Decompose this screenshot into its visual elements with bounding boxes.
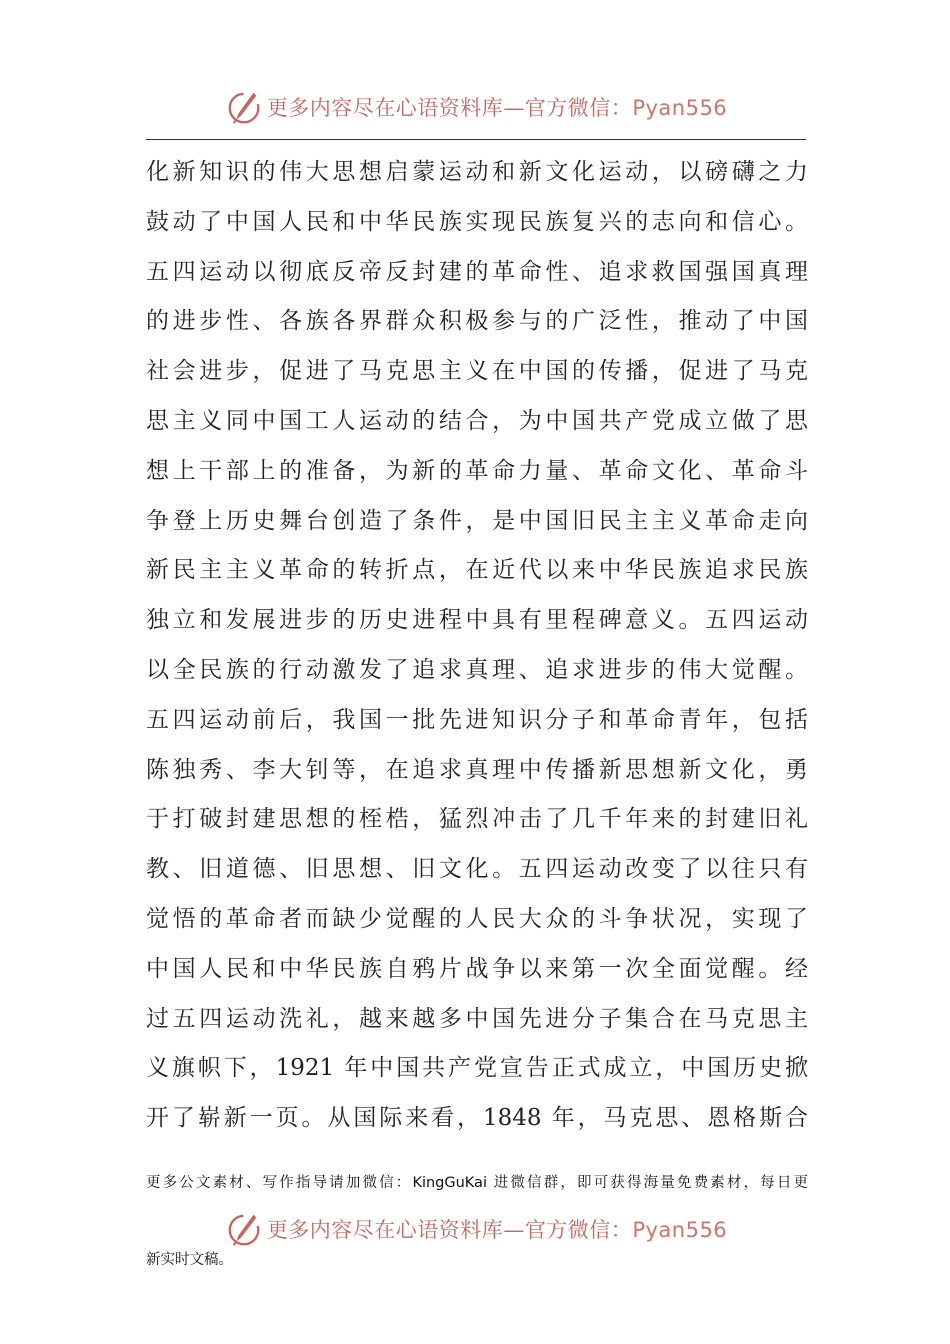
body-line: 过五四运动洗礼，越来越多中国先进分子集合在马克思主 — [146, 1005, 808, 1032]
footer-watermark-text — [267, 1214, 727, 1244]
document-body — [146, 148, 808, 1144]
body-line: 觉悟的革命者而缺少觉醒的人民大众的斗争状况，实现了 — [146, 905, 808, 932]
body-line: 陈独秀、李大钊等，在追求真理中传播新思想新文化，勇 — [146, 756, 808, 783]
footer-watermark — [146, 1206, 806, 1252]
header-account: Pyan556 — [632, 96, 728, 120]
body-line: 开了崭新一页。从国际来看，1848 年，马克思、恩格斯合 — [146, 1105, 808, 1132]
body-line: 于打破封建思想的桎梏，猛烈冲击了几千年来的封建旧礼 — [146, 806, 808, 833]
footer-brand: 更多内容尽在心语资料库 — [266, 1218, 504, 1242]
body-line: 中国人民和中华民族自鸦片战争以来第一次全面觉醒。经 — [146, 955, 808, 982]
body-line: 新民主主义革命的转折点，在近代以来中华民族追求民族 — [146, 557, 808, 584]
footer-separator: — — [503, 1218, 525, 1242]
header-divider — [146, 139, 806, 140]
header-text — [267, 92, 727, 122]
footer-account: Pyan556 — [632, 1218, 728, 1242]
body-line: 义旗帜下，1921 年中国共产党宣告正式成立，中国历史掀 — [146, 1055, 808, 1082]
quill-pen-logo-icon — [225, 1210, 263, 1248]
body-line: 思主义同中国工人运动的结合，为中国共产党成立做了思 — [146, 407, 808, 434]
page-header — [146, 84, 806, 130]
body-line: 争登上历史舞台创造了条件，是中国旧民主主义革命走向 — [146, 507, 808, 534]
body-line: 以全民族的行动激发了追求真理、追求进步的伟大觉醒。 — [146, 656, 808, 683]
body-line: 的进步性、各族各界群众积极参与的广泛性，推动了中国 — [146, 308, 808, 335]
body-line: 化新知识的伟大思想启蒙运动和新文化运动，以磅礴之力 — [146, 159, 808, 185]
body-line: 五四运动前后，我国一批先进知识分子和革命青年，包括 — [146, 706, 808, 733]
header-brand: 更多内容尽在心语资料库 — [266, 96, 504, 120]
body-line: 教、旧道德、旧思想、旧文化。五四运动改变了以往只有 — [146, 856, 808, 883]
footer-note-line-1: 更多公文素材、写作指导请加微信：KingGuKai 进微信群，即可获得海量免费素材，每日更 — [146, 1175, 808, 1191]
footer-note-line-2: 新实时文稿。 — [146, 1252, 233, 1268]
body-line: 想上干部上的准备，为新的革命力量、革命文化、革命斗 — [146, 457, 808, 484]
header-separator: — — [503, 96, 525, 120]
footer-official: 官方微信： — [524, 1218, 633, 1242]
body-line: 五四运动以彻底反帝反封建的革命性、追求救国强国真理 — [146, 258, 808, 285]
body-line: 社会进步，促进了马克思主义在中国的传播，促进了马克 — [146, 358, 808, 385]
body-line: 独立和发展进步的历史进程中具有里程碑意义。五四运动 — [146, 607, 808, 634]
quill-pen-logo-icon — [225, 88, 263, 126]
header-official: 官方微信： — [524, 96, 633, 120]
body-line: 鼓动了中国人民和中华民族实现民族复兴的志向和信心。 — [146, 208, 808, 235]
